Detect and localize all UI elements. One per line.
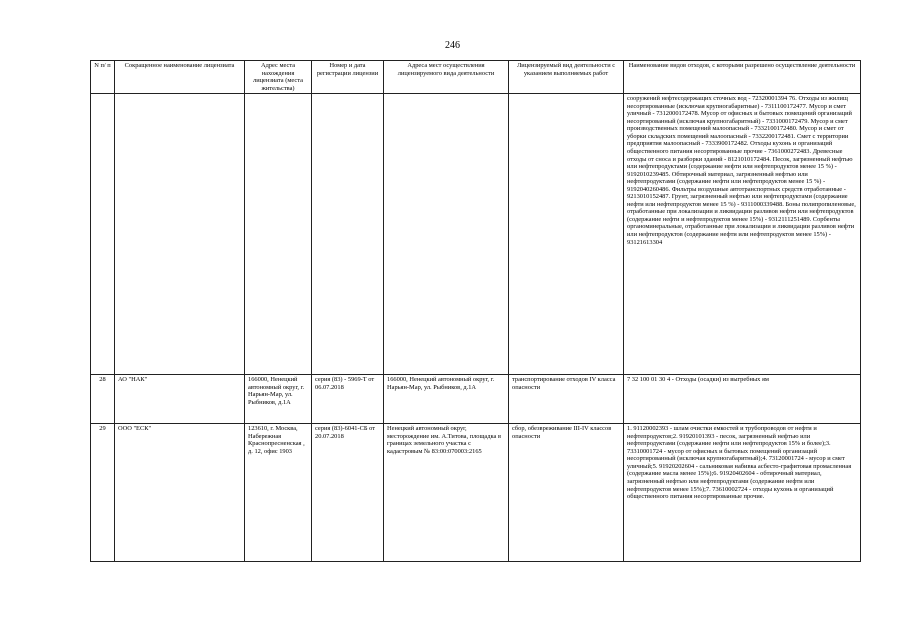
cell-activity-type [509, 94, 624, 375]
table-row [91, 94, 861, 375]
cell-waste-types: сооружений нефтесодержащих сточных вод - 72320001394 76. Отходы из жилищ несортированные (исключая крупногабаритные) - 7311100172477. Мусор и смет уличный - 7312000172478. Мусор от офисных и бытовых помещений организаций несортированный (исключая крупногабаритный) - 7331000172479. Мусор и смет производственных помещений малоопасный - 7332100172480. Мусор и смет от уборки складских помещений малоопасный - 7332200172481. Смет с территории предприятия малоопасный - 7333900172482. Отходы кухонь и организаций общественного питания несортированные прочие - 7361000272483. Древесные отходы от сноса и разборки зданий - 8121010172484. Песок, загрязненный нефтью или нефтепродуктами (содержание нефти или нефтепродуктов менее 15 %) - 9192010239485. Обтирочный материал, загрязненный нефтью или нефтепродуктами (содержание нефти или нефтепродуктов менее 15 %) - 9192040260486. Фильтры воздушные автотранспортных средств отработанные - 9213010152487. Грунт, загрязненный нефтью или нефтепродуктами (содержание нефти или нефтепродуктов менее 15 %) - 9311000339488. Боны полипропиленовые, отработанные при локализации и ликвидации разливов нефти или нефтепродуктов (содержание нефти и нефтепродуктов менее 15%) - 9312111251489. Сорбенты органоминеральные, отработанные при локализации и ликвидации разливов нефти или нефтепродуктов (содержание нефти или нефтепродуктов менее 15%) - 93121613304 [624, 94, 861, 375]
cell-activity-places: Ненецкий автономный округ, месторождение им. А.Титова, площадка в границах земельного участка с кадастровым № 83:00:070003:2165 [384, 424, 509, 562]
header-license-number-date: Номер и дата регистрации лицензии [312, 61, 384, 94]
header-licensee-address: Адрес места нахождения лицензиата (места жительства) [245, 61, 312, 94]
table-row [91, 375, 861, 424]
cell-licensee-name [115, 94, 245, 375]
cell-waste-types: 1. 91120002393 - шлам очистки емкостей и трубопроводов от нефти и нефтепродуктов;2. 91920101393 - песок, загрязненный нефтью или нефтепродуктами (содержание нефти или нефтепродуктов 15% и более);3. 73310001724 - мусор от офисных и бытовых помещений организаций несортированный (исключая крупногабаритный);4. 73120001724 - мусор и смет уличный;5. 91920202604 - сальниковая набивка асбесто-графитовая промасленная (содержание масла менее 15%);6. 91920402604 - обтирочный материал, загрязненный нефтью или нефтепродуктами (содержание нефти или нефтепродуктов менее 15%);7. 73610002724 - отходы кухонь и организаций общественного питания несортированные прочие. [624, 424, 861, 562]
cell-licensee-name: ООО "ЕСК" [115, 424, 245, 562]
cell-activity-places: 166000, Ненецкий автономный округ, г. Нарьян-Мар, ул. Рыбников, д.1А [384, 375, 509, 424]
cell-number: 28 [91, 375, 115, 424]
cell-activity-places [384, 94, 509, 375]
header-licensee-name: Сокращенное наименование лицензиата [115, 61, 245, 94]
cell-waste-types: 7 32 100 01 30 4 - Отходы (осадки) из выгребных ям [624, 375, 861, 424]
cell-number [91, 94, 115, 375]
cell-license-number-date [312, 94, 384, 375]
cell-license-number-date: серия (83)-6041-СБ от 20.07.2018 [312, 424, 384, 562]
cell-number: 29 [91, 424, 115, 562]
license-table [90, 60, 861, 562]
header-waste-types: Наименование видов отходов, с которыми разрешено осуществление деятельности [624, 61, 861, 94]
cell-licensee-address: 166000, Ненецкий автономный округ, г. Нарьян-Мар, ул. Рыбников, д.1А [245, 375, 312, 424]
table-row [91, 424, 861, 562]
header-number: N п/ п [91, 61, 115, 94]
cell-license-number-date: серия (83) - 5969-Т от 06.07.2018 [312, 375, 384, 424]
cell-activity-type: сбор, обезвреживание III-IV классов опасности [509, 424, 624, 562]
header-activity-places: Адреса мест осуществления лицензируемого вида деятельности [384, 61, 509, 94]
table-header-row [91, 61, 861, 94]
cell-licensee-name: АО "НАК" [115, 375, 245, 424]
page-number: 246 [445, 40, 460, 51]
cell-licensee-address [245, 94, 312, 375]
header-activity-type: Лицензируемый вид деятельности с указанием выполняемых работ [509, 61, 624, 94]
cell-licensee-address: 123610, г. Москва, Набережная Краснопресненская , д. 12, офис 1903 [245, 424, 312, 562]
cell-activity-type: транспортирование отходов IV класса опасности [509, 375, 624, 424]
